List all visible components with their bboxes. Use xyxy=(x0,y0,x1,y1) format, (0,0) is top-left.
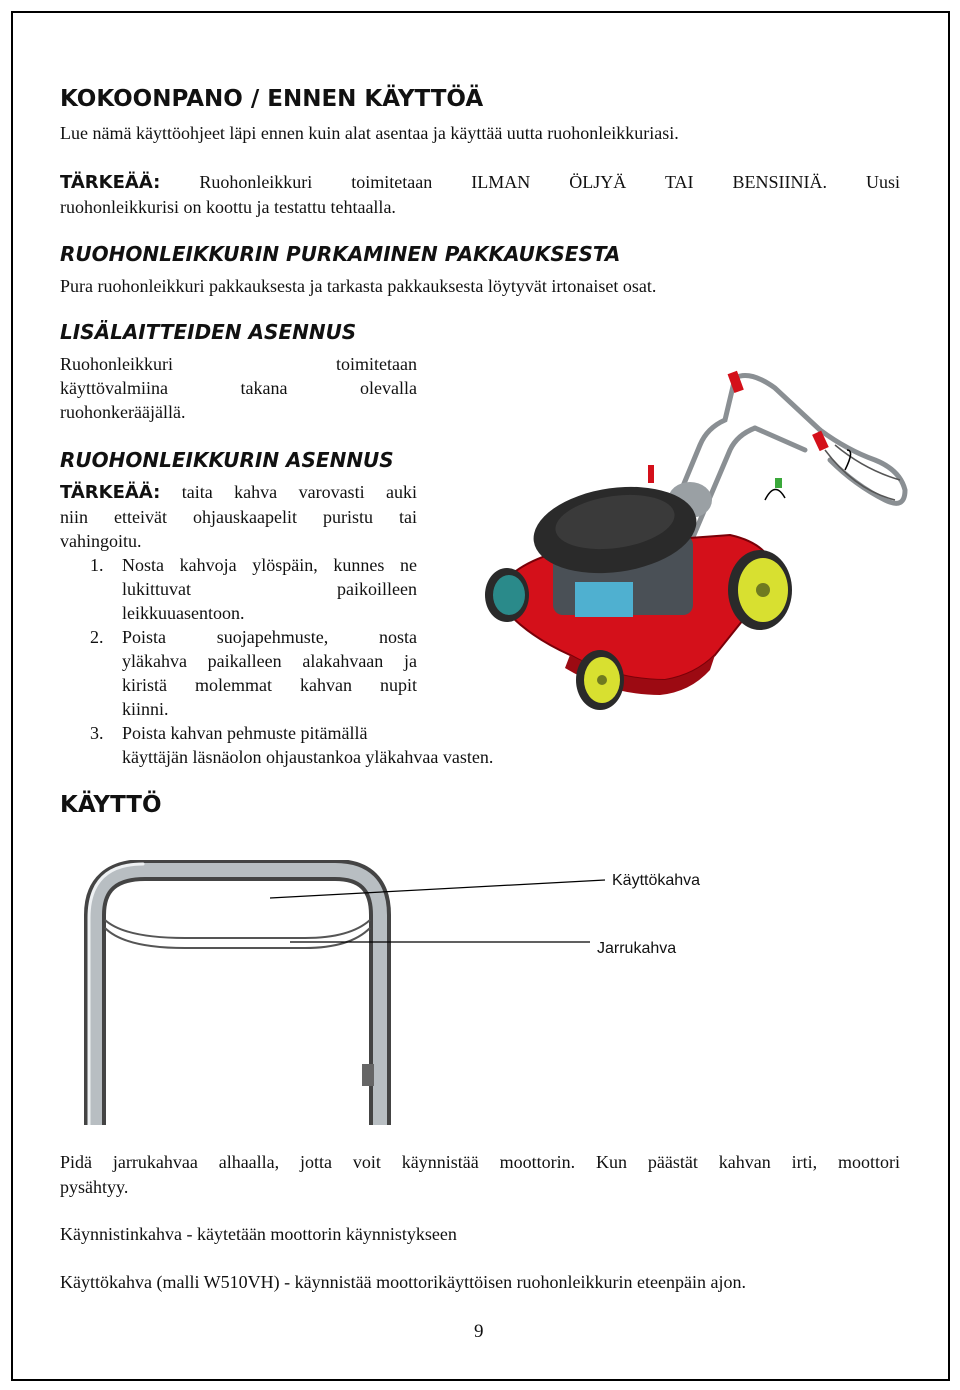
step-number: 3. xyxy=(90,723,104,743)
accessories-text xyxy=(60,352,417,424)
intro-text: Lue nämä käyttöohjeet läpi ennen kuin alat asentaa ja käyttää uutta ruohonleikkuriasi. xyxy=(60,123,679,143)
page-title: KOKOONPANO / ENNEN KÄYTTÖÄ xyxy=(60,86,484,112)
page-number: 9 xyxy=(474,1321,484,1342)
cable-clip xyxy=(775,478,782,488)
accessories-heading: LISÄLAITTEIDEN ASENNUS xyxy=(60,320,357,344)
accessories-line: käyttövalmiina takana olevalla xyxy=(60,378,417,398)
unpacking-heading: RUOHONLEIKKURIN PURKAMINEN PAKKAUKSESTA xyxy=(60,242,621,266)
step-3 xyxy=(90,721,560,769)
step-number: 1. xyxy=(90,555,104,575)
step-1 xyxy=(90,553,417,625)
step-line: lukittuvat paikoilleen xyxy=(122,579,417,599)
usage-paragraph-1-line2: pysähtyy. xyxy=(60,1177,129,1197)
step-line: kiinni. xyxy=(122,699,169,719)
accessories-line: Ruohonleikkuri toimitetaan xyxy=(60,354,417,374)
step-2 xyxy=(90,625,417,721)
callout-lines xyxy=(270,870,610,960)
accessories-line: ruohonkerääjällä. xyxy=(60,402,186,422)
usage-paragraph-1-line1: Pidä jarrukahvaa alhaalla, jotta voit käynnistää moottorin. Kun päästät kahvan irti, moottori xyxy=(60,1152,900,1172)
lawn-mower-illustration xyxy=(475,350,915,715)
assembly-text xyxy=(60,480,417,553)
engine-tank xyxy=(575,582,633,617)
usage-paragraph-3: Käyttökahva (malli W510VH) - käynnistää moottorikäyttöisen ruohonleikkurin eteenpäin ajon. xyxy=(60,1272,746,1292)
assembly-important-text: taita kahva varovasti auki xyxy=(181,482,417,502)
usage-heading: KÄYTTÖ xyxy=(60,792,162,818)
step-line: yläkahva paikalleen alakahvaan ja xyxy=(122,651,417,671)
important-note-line2: ruohonleikkurisi on koottu ja testattu tehtaalla. xyxy=(60,197,396,217)
label-drive-handle: Käyttökahva xyxy=(612,872,701,889)
assembly-line: niin etteivät ohjauskaapelit puristu tai xyxy=(60,507,417,527)
assembly-line: vahingoitu. xyxy=(60,531,142,551)
step-line: käyttäjän läsnäolon ohjaustankoa yläkahvaa vasten. xyxy=(122,747,494,767)
important-note-line1 xyxy=(60,170,900,195)
rear-wheel-right xyxy=(728,550,792,630)
assembly-important-label: TÄRKEÄÄ: xyxy=(60,482,161,503)
handle-knob xyxy=(362,1064,374,1086)
label-brake-handle: Jarrukahva xyxy=(597,940,677,957)
usage-paragraph-2: Käynnistinkahva - käytetään moottorin käynnistykseen xyxy=(60,1224,457,1244)
important-label: TÄRKEÄÄ: xyxy=(60,172,161,193)
important-text: Ruohonleikkuri toimitetaan ILMAN ÖLJYÄ TAI BENSIINIÄ. Uusi xyxy=(199,172,900,192)
step-line: Poista kahvan pehmuste pitämällä xyxy=(122,723,368,743)
step-line: kiristä molemmat kahvan nupit xyxy=(122,675,417,695)
assembly-line xyxy=(60,480,417,505)
fold-arrows xyxy=(765,450,851,500)
primer-bulb xyxy=(648,465,654,483)
step-line: leikkuuasentoon. xyxy=(122,603,245,623)
callout-line-drive xyxy=(270,880,605,898)
unpacking-text: Pura ruohonleikkuri pakkauksesta ja tarkasta pakkauksesta löytyvät irtonaiset osat. xyxy=(60,276,657,296)
front-wheel-left xyxy=(485,568,529,622)
step-line: Nosta kahvoja ylöspäin, kunnes ne xyxy=(122,555,417,575)
step-number: 2. xyxy=(90,627,104,647)
step-line: Poista suojapehmuste, nosta xyxy=(122,627,417,647)
front-wheel-right xyxy=(576,650,624,710)
assembly-heading: RUOHONLEIKKURIN ASENNUS xyxy=(60,448,394,472)
